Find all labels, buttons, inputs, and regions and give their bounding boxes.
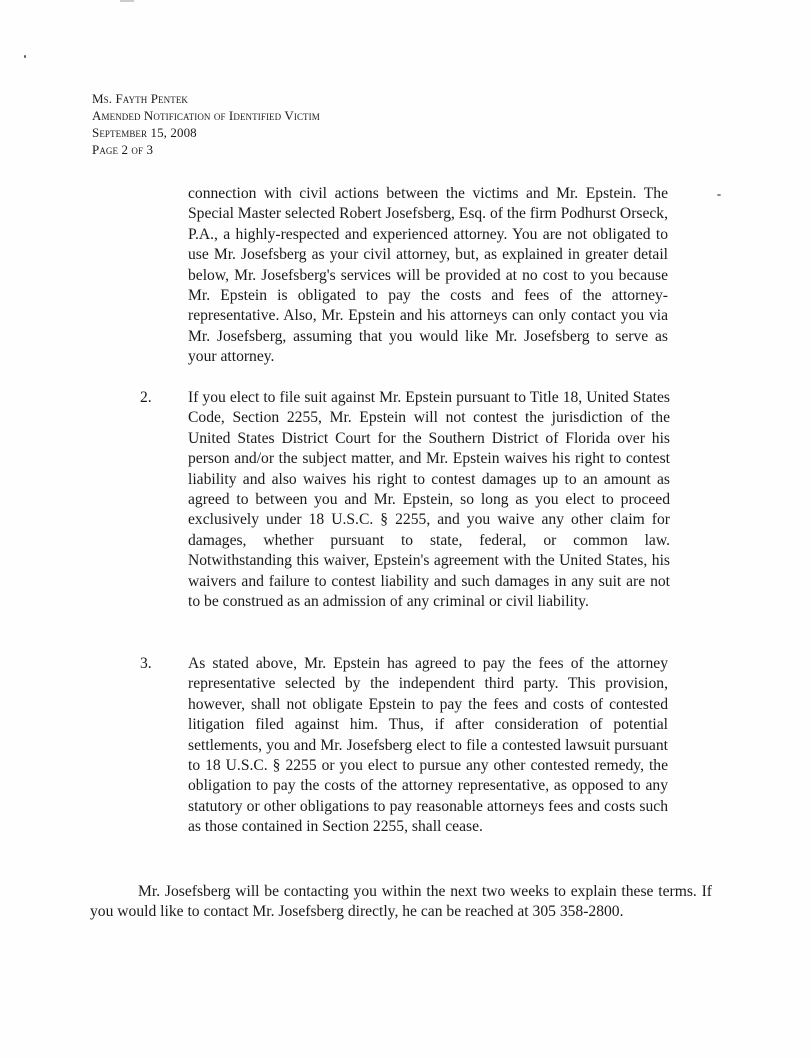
continued-paragraph: connection with civil actions between the victims and Mr. Epstein. The Special Master selected Robert Josefsberg, Esq. of the firm Podhurst Orseck, P.A., a highly-respected and experienced attorney. You are not obligated to use Mr. Josefsberg as your civil attorney, but, as explained in greater detail below, Mr. Josefsberg's services will be provided at no cost to you because Mr. Epstein is obligated to pay the costs and fees of the attorney-representative. Also, Mr. Epstein and his attorneys can only contact you via Mr. Josefsberg, assuming that you would like Mr. Josefsberg to serve as your attorney. bbox=[188, 185, 668, 366]
letter-header bbox=[92, 90, 320, 158]
item-number: 2. bbox=[140, 389, 152, 406]
scan-speck bbox=[717, 194, 721, 196]
scan-speck bbox=[24, 55, 26, 58]
closing-text: Mr. Josefsberg will be contacting you within the next two weeks to explain these terms. If you would like to contact Mr. Josefsberg directly, he can be reached at 305 358-2800. bbox=[90, 883, 712, 921]
letter-date: September 15, 2008 bbox=[92, 125, 197, 140]
page-number: Page 2 of 3 bbox=[92, 142, 154, 157]
closing-paragraph bbox=[90, 882, 712, 923]
letter-subject: Amended Notification of Identified Victim bbox=[92, 108, 320, 123]
recipient-name: Ms. Fayth Pentek bbox=[92, 91, 189, 106]
item-number: 3. bbox=[140, 655, 152, 672]
item-paragraph: If you elect to file suit against Mr. Epstein pursuant to Title 18, United States Code, Section 2255, Mr. Epstein will not contest the jurisdiction of the United States District Court for the Southern District of Florida over his person and/or the subject matter, and Mr. Epstein waives his right to contest liability and also waives his right to contest damages up to an amount as agreed to between you and Mr. Epstein, so long as you elect to proceed exclusively under 18 U.S.C. § 2255, and you waive any other claim for damages, whether pursuant to state, federal, or common law. Notwithstanding this waiver, Epstein's agreement with the United States, his waivers and failure to contest liability and such damages in any suit are not to be construed as an admission of any criminal or civil liability. bbox=[188, 389, 670, 611]
scan-speck bbox=[120, 0, 134, 2]
item-paragraph: As stated above, Mr. Epstein has agreed to pay the fees of the attorney representative selected by the independent third party. This provision, however, shall not obligate Epstein to pay the fees and costs of contested litigation filed against him. Thus, if after consideration of potential settlements, you and Mr. Josefsberg elect to file a contested lawsuit pursuant to 18 U.S.C. § 2255 or you elect to pursue any other contested remedy, the obligation to pay the costs of the attorney representative, as opposed to any statutory or other obligations to pay reasonable attorneys fees and costs such as those contained in Section 2255, shall cease. bbox=[188, 655, 668, 836]
